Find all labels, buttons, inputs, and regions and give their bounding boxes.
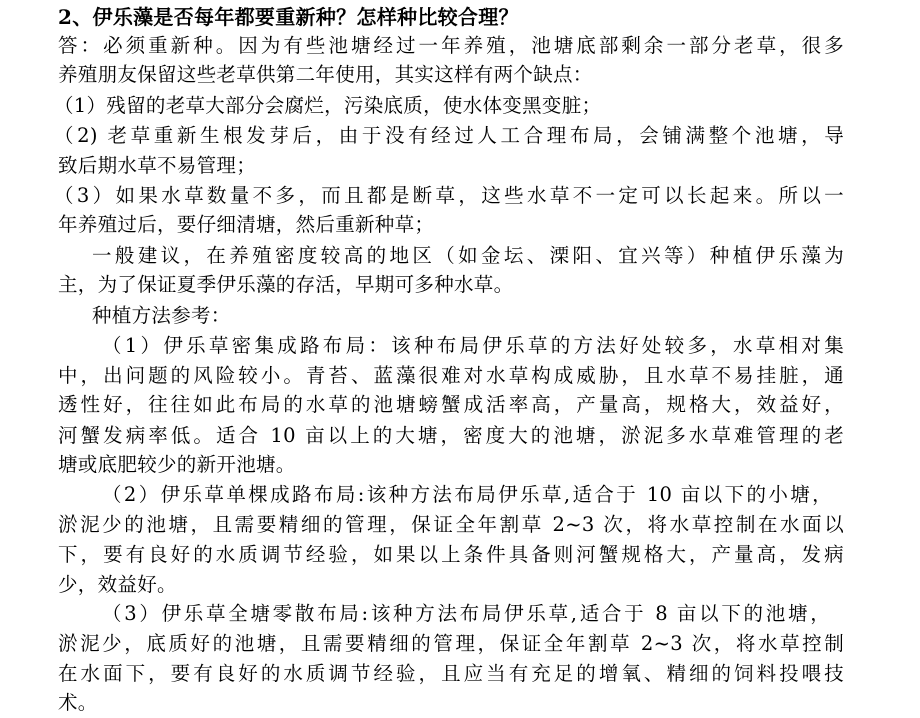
paragraph-line: （1）伊乐草密集成路布局：该种布局伊乐草的方法好处较多，水草相对集 — [102, 334, 844, 357]
paragraph-line: （2）伊乐草单棵成路布局:该种方法布局伊乐草,适合于 10 亩以下的小塘， — [102, 483, 832, 506]
paragraph-line: 中，出问题的风险较小。青苔、蓝藻很难对水草构成威胁，且水草不易挂脏，通 — [58, 364, 844, 387]
paragraph-line: 主，为了保证夏季伊乐藻的存活，早期可多种水草。 — [58, 273, 514, 296]
paragraph-line: 养殖朋友保留这些老草供第二年使用，其实这样有两个缺点： — [58, 63, 593, 86]
paragraph-line: 年养殖过后，要仔细清塘，然后重新种草； — [58, 213, 435, 236]
paragraph-line: 术。 — [58, 691, 98, 714]
paragraph-line: 在水面下，要有良好的水质调节经验，且应当有充足的增氧、精细的饲料投喂技 — [58, 662, 844, 685]
paragraph-line: 淤泥少的池塘，且需要精细的管理，保证全年割草 2~3 次，将水草控制在水面以 — [58, 513, 844, 536]
paragraph-line: 下，要有良好的水质调节经验，如果以上条件具备则河蟹规格大，产量高，发病 — [58, 543, 844, 566]
paragraph-line: 一般建议，在养殖密度较高的地区（如金坛、溧阳、宜兴等）种植伊乐藻为 — [92, 244, 844, 267]
paragraph-line: （1）残留的老草大部分会腐烂，污染底质，使水体变黑变脏； — [54, 94, 602, 117]
paragraph-line: 塘或底肥较少的新开池塘。 — [58, 453, 296, 476]
paragraph-line: 少，效益好。 — [58, 573, 177, 596]
paragraph-line: （3）如果水草数量不多，而且都是断草，这些水草不一定可以长起来。所以一 — [54, 184, 844, 207]
paragraph-line: 河蟹发病率低。适合 10 亩以上的大塘，密度大的池塘，淤泥多水草难管理的老 — [58, 424, 844, 447]
paragraph-line: 淤泥少，底质好的池塘，且需要精细的管理，保证全年割草 2~3 次，将水草控制 — [58, 632, 844, 655]
paragraph-line: （3）伊乐草全塘零散布局:该种方法布局伊乐草,适合于 8 亩以下的池塘， — [102, 602, 830, 625]
paragraph-line: （2) 老草重新生根发芽后，由于没有经过人工合理布局，会铺满整个池塘，导 — [54, 124, 844, 147]
paragraph-line: 答：必须重新种。因为有些池塘经过一年养殖，池塘底部剩余一部分老草，很多 — [58, 34, 844, 57]
paragraph-line: 透性好，往往如此布局的水草的池塘螃蟹成活率高，产量高，规格大，效益好， — [58, 393, 844, 416]
paragraph-line: 种植方法参考： — [92, 304, 231, 327]
paragraph-line: 致后期水草不易管理； — [58, 154, 257, 177]
section-heading: 2、伊乐藻是否每年都要重新种？怎样种比较合理？ — [58, 5, 519, 29]
